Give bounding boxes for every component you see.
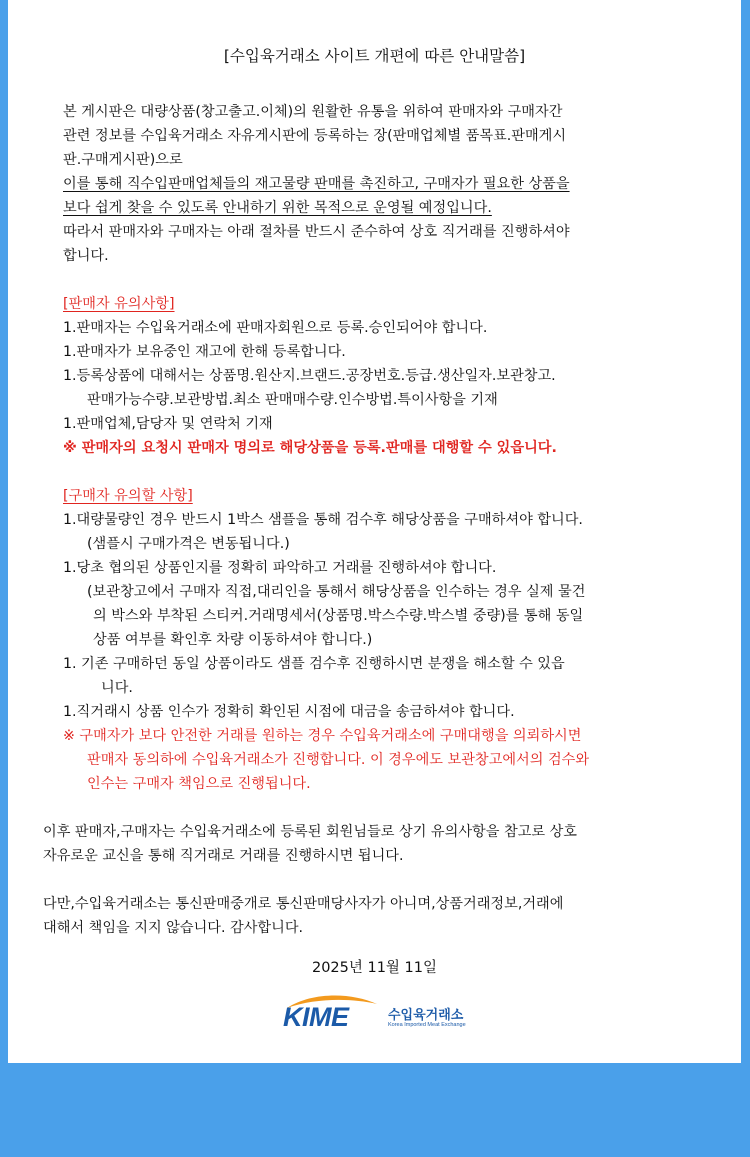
logo-english-name: Korea Imported Meat Exchange [388,1022,466,1028]
buyer-notice: 인수는 구매자 책임으로 진행됩니다. [87,776,311,792]
buyer-item-continuation: 니다. [101,680,133,696]
intro-underlined-line: 이를 통해 직수입판매업체들의 재고물량 판매를 촉진하고, 구매자가 필요한 상품을 [63,176,570,192]
notice-date: 2025년 11월 11일 [311,960,438,976]
intro-line: 따라서 판매자와 구매자는 아래 절차를 반드시 준수하여 상호 직거래를 진행하셔야 [63,224,570,240]
notice-body [43,100,731,940]
logo-korean-name: 수입육거래소 [388,1008,464,1023]
logo-wordmark: KIME [283,1002,349,1032]
seller-notice: ※ 판매자의 요청시 판매자 명의로 해당상품을 등록.판매를 대행할 수 있읍니다. [63,440,557,456]
intro-underlined-line: 보다 쉽게 찾을 수 있도록 안내하기 위한 목적으로 운영될 예정입니다. [63,200,492,216]
kime-logo [281,994,481,1038]
seller-heading: [판매자 유의사항] [63,296,175,312]
buyer-notice: 판매자 동의하에 수입육거래소가 진행합니다. 이 경우에도 보관창고에서의 검수와 [87,752,590,768]
seller-item-continuation: 판매가능수량.보관방법.최소 판매매수량.인수방법.특이사항을 기재 [87,392,498,408]
buyer-item: 1.직거래시 상품 인수가 정확히 확인된 시점에 대금을 송금하셔야 합니다. [63,704,515,720]
seller-item: 1.판매자는 수입육거래소에 판매자회원으로 등록.승인되어야 합니다. [63,320,488,336]
buyer-item: 1.대량물량인 경우 반드시 1박스 샘플을 통해 검수후 해당상품을 구매하셔야 합니다. [63,512,583,528]
buyer-item: 1. 기존 구매하던 동일 상품이라도 샘플 검수후 진행하시면 분쟁을 해소할 수 있읍 [63,656,565,672]
buyer-item-continuation: (보관창고에서 구매자 직접,대리인을 통해서 해당상품을 인수하는 경우 실제 물건 [87,584,586,600]
closing-line: 이후 판매자,구매자는 수입육거래소에 등록된 회원님들로 상기 유의사항을 참고로 상호 [43,824,577,840]
buyer-notice: ※ 구매자가 보다 안전한 거래를 원하는 경우 수입육거래소에 구매대행을 의뢰하시면 [63,728,582,744]
intro-line: 본 게시판은 대량상품(창고출고.이체)의 원활한 유통을 위하여 판매자와 구매자간 [63,104,563,120]
intro-line: 관련 정보를 수입육거래소 자유게시판에 등록하는 장(판매업체별 품목표.판매게시 [63,128,567,144]
seller-item: 1.판매자가 보유중인 재고에 한해 등록합니다. [63,344,346,360]
buyer-heading: [구매자 유의할 사항] [63,488,193,504]
buyer-item-continuation: (샘플시 구매가격은 변동됩니다.) [87,536,290,552]
closing-line: 대해서 책임을 지지 않습니다. 감사합니다. [43,920,304,936]
seller-item: 1.등록상품에 대해서는 상품명.원산지.브랜드.공장번호.등급.생산일자.보관창고. [63,368,556,384]
closing-line: 다만,수입육거래소는 통신판매중개로 통신판매당사자가 아니며,상품거래정보,거래에 [43,896,564,912]
closing-line: 자유로운 교신을 통해 직거래로 거래를 진행하시면 됩니다. [43,848,404,864]
buyer-item-continuation: 의 박스와 부착된 스티커.거래명세서(상품명.박스수량.박스별 중량)를 통해 동일 [93,608,584,624]
intro-line: 합니다. [63,248,109,264]
notice-title: [수입육거래소 사이트 개편에 따른 안내말씀] [223,47,526,65]
buyer-item: 1.당초 협의된 상품인지를 정확히 파악하고 거래를 진행하셔야 합니다. [63,560,497,576]
buyer-item-continuation: 상품 여부를 확인후 차량 이동하셔야 합니다.) [93,632,373,648]
seller-item: 1.판매업체,담당자 및 연락처 기재 [63,416,273,432]
notice-sheet [8,0,741,1063]
intro-line: 판.구매게시판)으로 [63,152,183,168]
